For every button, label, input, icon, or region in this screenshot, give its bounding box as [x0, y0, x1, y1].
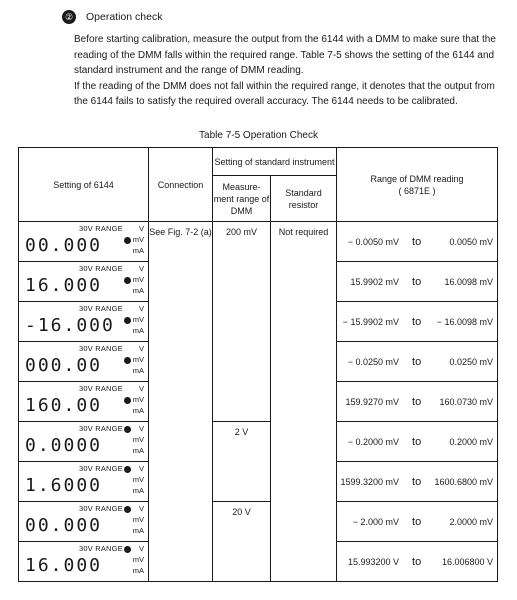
setting-cell — [19, 342, 149, 382]
unit-labels — [130, 343, 144, 376]
unit-mv: mV — [132, 275, 144, 284]
range-to: to — [412, 355, 422, 368]
unit-ma: mA — [132, 526, 144, 535]
table-row — [19, 222, 498, 262]
range-low: − 0.0250 mV — [347, 356, 399, 367]
unit-ma: mA — [132, 486, 144, 495]
setting-cell — [19, 542, 149, 582]
range-label: 30V RANGE — [79, 224, 123, 233]
range-high: 2.0000 mV — [449, 516, 493, 527]
range-high: 0.0250 mV — [449, 356, 493, 367]
unit-ma: mA — [132, 246, 144, 255]
header-standard-instrument: Setting of standard instrument — [213, 148, 337, 176]
unit-labels — [130, 423, 144, 456]
unit-ma: mA — [132, 566, 144, 575]
table-row — [19, 502, 498, 542]
measurement-range-cell: 200 mV — [213, 222, 271, 422]
unit-v: V — [138, 344, 144, 353]
range-label: 30V RANGE — [79, 344, 123, 353]
range-high: 0.0050 mV — [449, 236, 493, 247]
unit-indicator-icon — [124, 546, 131, 553]
unit-indicator-icon — [124, 397, 131, 404]
range-low: − 0.2000 mV — [347, 436, 399, 447]
display-digits: 1.6000 — [25, 475, 103, 496]
unit-indicator-icon — [124, 506, 131, 513]
unit-ma: mA — [132, 326, 144, 335]
range-to: to — [412, 395, 422, 408]
range-high: 1600.6800 mV — [434, 476, 493, 487]
display-digits: 000.00 — [25, 355, 103, 376]
unit-indicator-icon — [124, 317, 131, 324]
header-dmm-model: ( 6871E ) — [398, 185, 436, 196]
range-high: − 16.0098 mV — [436, 316, 493, 327]
paragraph-1: Before starting calibration, measure the output from the 6144 with a DMM to make sure that the reading of the DMM falls within the required range. Table 7-5 shows the setting of the 6144 and standard instrument and the range of DMM reading. — [74, 34, 496, 77]
unit-v: V — [138, 544, 144, 553]
unit-ma: mA — [132, 366, 144, 375]
range-label: 30V RANGE — [79, 464, 123, 473]
unit-labels — [130, 383, 144, 416]
setting-cell — [19, 502, 149, 542]
unit-labels — [130, 463, 144, 496]
section-title: Operation check — [86, 10, 163, 23]
setting-cell — [19, 222, 149, 262]
range-label: 30V RANGE — [79, 304, 123, 313]
unit-v: V — [138, 504, 144, 513]
setting-cell — [19, 262, 149, 302]
display-digits: 00.000 — [25, 235, 103, 256]
unit-labels — [130, 263, 144, 296]
unit-indicator-icon — [124, 357, 131, 364]
unit-indicator-icon — [124, 466, 131, 473]
header-setting: Setting of 6144 — [19, 148, 149, 222]
range-low: 159.9270 mV — [345, 396, 399, 407]
range-to: to — [412, 275, 422, 288]
table-row — [19, 422, 498, 462]
operation-check-table — [18, 147, 498, 582]
display-digits: 16.000 — [25, 275, 103, 296]
section-number: ② — [62, 10, 76, 24]
unit-labels — [130, 223, 144, 256]
unit-v: V — [138, 384, 144, 393]
unit-indicator-icon — [124, 426, 131, 433]
section-heading — [62, 10, 162, 24]
range-low: 1599.3200 mV — [340, 476, 399, 487]
range-to: to — [412, 515, 422, 528]
unit-mv: mV — [132, 475, 144, 484]
unit-mv: mV — [132, 515, 144, 524]
dmm-range-cell — [337, 302, 498, 342]
dmm-range-cell — [337, 342, 498, 382]
range-low: 15.993200 V — [347, 556, 399, 567]
range-to: to — [412, 315, 422, 328]
range-to: to — [412, 435, 422, 448]
unit-ma: mA — [132, 446, 144, 455]
display-digits: 16.000 — [25, 555, 103, 576]
setting-cell — [19, 462, 149, 502]
range-label: 30V RANGE — [79, 544, 123, 553]
range-high: 16.0098 mV — [444, 276, 493, 287]
display-digits: 160.00 — [25, 395, 103, 416]
range-to: to — [412, 475, 422, 488]
range-low: 15.9902 mV — [350, 276, 399, 287]
unit-ma: mA — [132, 286, 144, 295]
paragraph-2: If the reading of the DMM does not fall within the required range, it denotes that the output from the 6144 fails to satisfy the required overall accuracy. The 6144 needs to be calibrated. — [74, 80, 495, 108]
unit-mv: mV — [132, 315, 144, 324]
unit-ma: mA — [132, 406, 144, 415]
unit-v: V — [138, 464, 144, 473]
range-label: 30V RANGE — [79, 424, 123, 433]
dmm-range-cell — [337, 422, 498, 462]
dmm-range-cell — [337, 542, 498, 582]
unit-labels — [130, 543, 144, 576]
unit-mv: mV — [132, 395, 144, 404]
unit-indicator-icon — [124, 237, 131, 244]
range-label: 30V RANGE — [79, 264, 123, 273]
unit-mv: mV — [132, 435, 144, 444]
range-label: 30V RANGE — [79, 504, 123, 513]
header-standard-resistor: Standard resistor — [271, 176, 337, 222]
dmm-range-cell — [337, 382, 498, 422]
range-label: 30V RANGE — [79, 384, 123, 393]
header-connection: Connection — [149, 148, 213, 222]
dmm-range-cell — [337, 462, 498, 502]
range-low: − 15.9902 mV — [342, 316, 399, 327]
display-digits: 0.0000 — [25, 435, 103, 456]
range-low: − 0.0050 mV — [347, 236, 399, 247]
unit-indicator-icon — [124, 277, 131, 284]
header-measurement-range: Measure-ment range of DMM — [213, 176, 271, 222]
unit-mv: mV — [132, 355, 144, 364]
standard-resistor-cell: Not required — [271, 222, 337, 582]
unit-labels — [130, 503, 144, 536]
table-caption: Table 7-5 Operation Check — [199, 130, 318, 141]
dmm-range-cell — [337, 222, 498, 262]
range-to: to — [412, 235, 422, 248]
unit-v: V — [138, 224, 144, 233]
display-digits: -16.000 — [25, 315, 115, 336]
dmm-range-cell — [337, 262, 498, 302]
unit-v: V — [138, 304, 144, 313]
unit-v: V — [138, 424, 144, 433]
range-high: 160.0730 mV — [439, 396, 493, 407]
unit-labels — [130, 303, 144, 336]
range-high: 0.2000 mV — [449, 436, 493, 447]
unit-mv: mV — [132, 555, 144, 564]
measurement-range-cell: 2 V — [213, 422, 271, 502]
range-high: 16.006800 V — [441, 556, 493, 567]
range-low: − 2.000 mV — [352, 516, 399, 527]
unit-mv: mV — [132, 235, 144, 244]
range-to: to — [412, 555, 422, 568]
setting-cell — [19, 302, 149, 342]
measurement-range-cell: 20 V — [213, 502, 271, 582]
header-dmm-range — [337, 148, 498, 222]
intro-text — [74, 32, 504, 110]
setting-cell — [19, 382, 149, 422]
header-dmm-range-label: Range of DMM reading — [370, 173, 464, 184]
display-digits: 00.000 — [25, 515, 103, 536]
setting-cell — [19, 422, 149, 462]
unit-v: V — [138, 264, 144, 273]
dmm-range-cell — [337, 502, 498, 542]
connection-cell: See Fig. 7-2 (a) — [149, 222, 213, 582]
